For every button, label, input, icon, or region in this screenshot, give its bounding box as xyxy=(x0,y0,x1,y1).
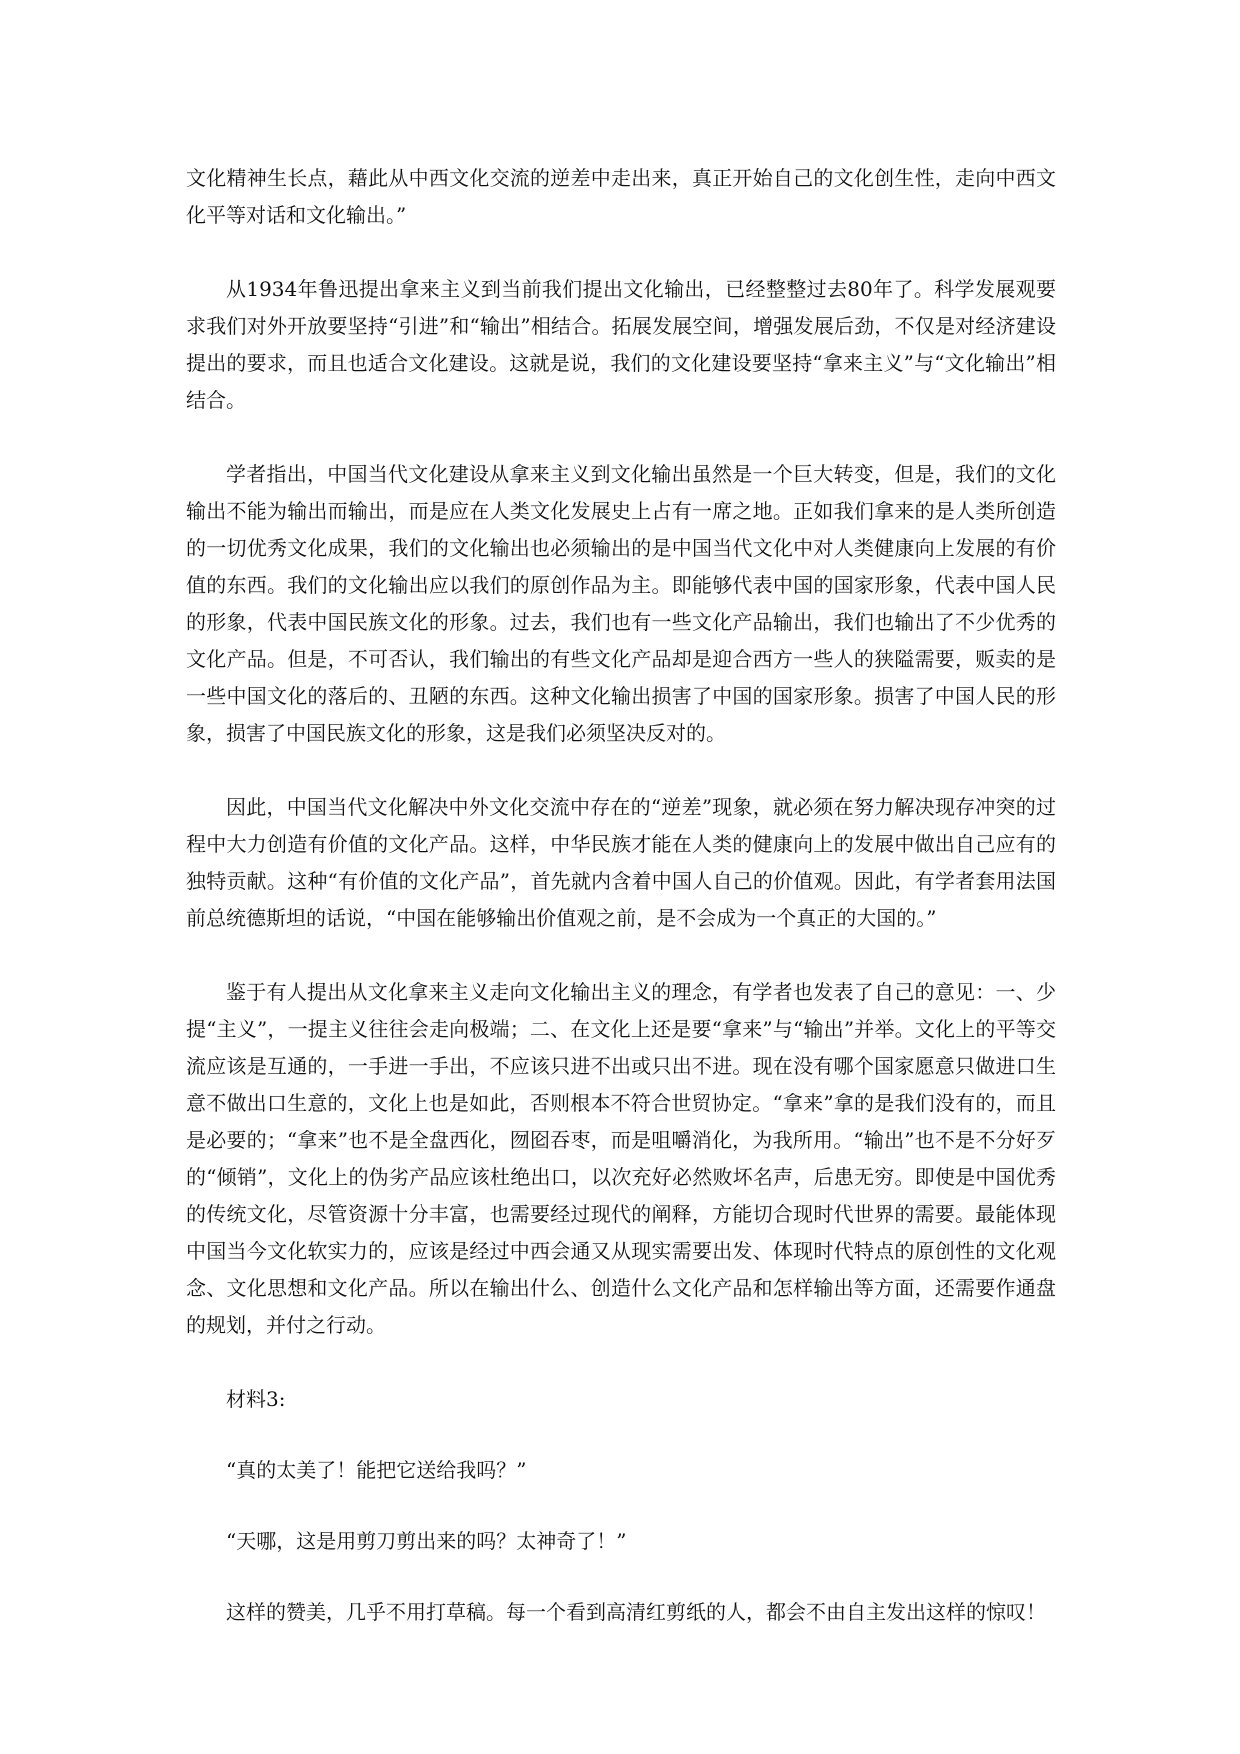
paragraph-trade-deficit: 因此，中国当代文化解决中外文化交流中存在的“逆差”现象，就必须在努力解决现存冲突的过程中大力创造有价值的文化产品。这样，中华民族才能在人类的健康向上的发展中做出自己应有的独特贡献。这种“有价值的文化产品”，首先就内含着中国人自己的价值观。因此，有学者套用法国前总统德斯坦的话说，“中国在能够输出价值观之前，是不会成为一个真正的大国的。” xyxy=(186,795,1056,930)
paragraph-praise: 这样的赞美，几乎不用打草稿。每一个看到高清红剪纸的人，都会不由自主发出这样的惊叹！ xyxy=(226,1600,1046,1624)
paragraph-scholar-view: 学者指出，中国当代文化建设从拿来主义到文化输出虽然是一个巨大转变，但是，我们的文化输出不能为输出而输出，而是应在人类文化发展史上占有一席之地。正如我们拿来的是人类所创造的一切优秀文化成果，我们的文化输出也必须输出的是中国当代文化中对人类健康向上发展的有价值的东西。我们的文化输出应以我们的原创作品为主。即能够代表中国的国家形象，代表中国人民的形象，代表中国民族文化的形象。过去，我们也有一些文化产品输出，我们也输出了不少优秀的文化产品。但是，不可否认，我们输出的有些文化产品却是迎合西方一些人的狭隘需要，贩卖的是一些中国文化的落后的、丑陋的东西。这种文化输出损害了中国的国家形象。损害了中国人民的形象，损害了中国民族文化的形象，这是我们必须坚决反对的。 xyxy=(186,462,1056,745)
paragraph-opinions: 鉴于有人提出从文化拿来主义走向文化输出主义的理念，有学者也发表了自己的意见：一、少提“主义”，一提主义往往会走向极端；二、在文化上还是要“拿来”与“输出”并举。文化上的平等交流应该是互通的，一手进一手出，不应该只进不出或只出不进。现在没有哪个国家愿意只做进口生意不做出口生意的，文化上也是如此，否则根本不符合世贸协定。“拿来”拿的是我们没有的，而且是必要的；“拿来”也不是全盘西化，囫囵吞枣，而是咀嚼消化，为我所用。“输出”也不是不分好歹的“倾销”，文化上的伪劣产品应该杜绝出口，以次充好必然败坏名声，后患无穷。即使是中国优秀的传统文化，尽管资源十分丰富，也需要经过现代的阐释，方能切合现时代世界的需要。最能体现中国当今文化软实力的，应该是经过中西会通又从现实需要出发、体现时代特点的原创性的文化观念、文化思想和文化产品。所以在输出什么、创造什么文化产品和怎样输出等方面，还需要作通盘的规划，并付之行动。 xyxy=(186,980,1056,1337)
quote-line-2: “天哪，这是用剪刀剪出来的吗？太神奇了！” xyxy=(226,1529,627,1553)
document-body xyxy=(186,160,1056,1668)
material-3-heading: 材料3: xyxy=(226,1387,286,1411)
paragraph-lu-xun-1934: 从1934年鲁迅提出拿来主义到当前我们提出文化输出，已经整整过去80年了。科学发展观要求我们对外开放要坚持“引进”和“输出”相结合。拓展发展空间，增强发展后劲，不仅是对经济建设提出的要求，而且也适合文化建设。这就是说，我们的文化建设要坚持“拿来主义”与“文化输出”相结合。 xyxy=(186,277,1056,412)
quote-line-1: “真的太美了！能把它送给我吗？” xyxy=(226,1458,527,1482)
paragraph-continuation: 文化精神生长点，藉此从中西文化交流的逆差中走出来，真正开始自己的文化创生性，走向中西文化平等对话和文化输出。” xyxy=(186,166,1056,227)
